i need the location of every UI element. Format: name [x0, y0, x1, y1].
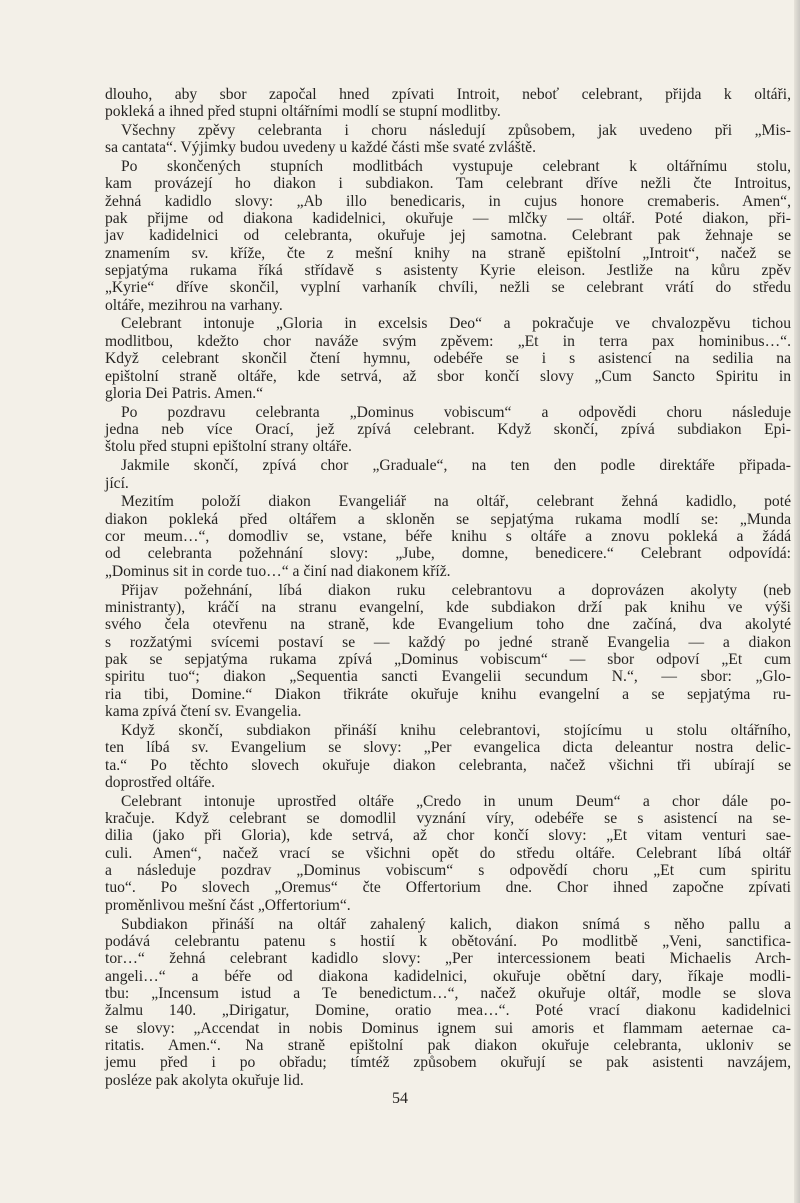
- text-line: posléze pak akolyta okuřuje lid.: [105, 1071, 304, 1089]
- paragraph: [105, 722, 791, 791]
- text-line: ministranty), kráčí na stranu evangelní, kde subdiakon drží pak knihu ve výši: [105, 598, 791, 616]
- text-line: tor…“ žehná celebrant kadidlo slovy: „Per intercessionem beati Michaelis Arch-: [105, 950, 791, 968]
- text-line: ten líbá sv. Evangelium se slovy: „Per evangelica dicta deleantur nostra delic-: [105, 739, 791, 757]
- text-line: „Dominus sit in corde tuo…“ a činí nad diakonem kříž.: [105, 562, 451, 580]
- text-line: cor meum…“, domodliv se, vstane, béře knihu s oltáře a znovu pokleká a žádá: [105, 528, 791, 546]
- text-line: Všechny zpěvy celebranta i choru následují způsobem, jak uvedeno při „Mis-: [121, 121, 791, 139]
- text-line: „Kyrie“ dříve skončil, vyplní varhaník chvíli, nežli se celebrant vrátí do středu: [105, 279, 791, 297]
- paragraph: [105, 493, 791, 580]
- text-line: pak přijme od diakona kadidelnici, okuřuje — mlčky — oltář. Poté diakon, při-: [105, 209, 791, 227]
- text-line: dilia (jako při Gloria), kde setrvá, až chor končí slovy: „Et vitam venturi sae-: [105, 827, 791, 845]
- text-line: culi. Amen“, načež vrací se všichni opět do středu oltáře. Celebrant líbá oltář: [105, 844, 791, 862]
- text-line: ta.“ Po těchto slovech okuřuje diakon celebranta, načež všichni tři ubírají se: [105, 756, 791, 774]
- text-line: jemu před i po obřadu; tímtéž způsobem okuřují se pak asistenti navzájem,: [105, 1054, 791, 1072]
- text-line: Mezitím položí diakon Evangeliář na oltář, celebrant žehná kadidlo, poté: [121, 493, 791, 511]
- text-line: žehná kadidlo slovy: „Ab illo benedicaris, in cujus honore cremaberis. Amen“,: [105, 192, 791, 210]
- text-line: svého čela otevřenu na straně, kde Evangelium toho dne začíná, dva akolyté: [105, 616, 791, 634]
- text-line: pak se sepjatýma rukama zpívá „Dominus vobiscum“ — sbor odpoví „Et cum: [105, 651, 791, 668]
- paragraph: [105, 315, 791, 402]
- text-line: kama zpívá čtení sv. Evangelia.: [105, 703, 302, 721]
- text-line: angeli…“ a béře od diakona kadidelnici, okuřuje obětní dary, říkaje modli-: [105, 967, 791, 985]
- text-line: Subdiakon přináší na oltář zahalený kalich, diakon snímá s něho pallu a: [121, 915, 791, 933]
- text-line: Po skončených stupních modlitbách vystupuje celebrant k oltářnímu stolu,: [121, 157, 791, 175]
- paragraph: [105, 122, 791, 157]
- paragraph: [105, 86, 791, 121]
- text-line: spiritu tuo“; diakon „Sequentia sancti Evangelii secundum N.“, — sbor: „Glo-: [105, 668, 791, 686]
- text-line: Když skončí, subdiakon přináší knihu celebrantovi, stojícímu u stolu oltářního,: [121, 721, 791, 739]
- body-text: [105, 84, 791, 1089]
- text-line: Když celebrant skončil čtení hymnu, odebéře se i s asistencí na sedilia na: [105, 350, 791, 368]
- text-line: se slovy: „Accendat in nobis Dominus ignem sui amoris et flammam aeternae ca-: [105, 1019, 791, 1037]
- page-number: 54: [392, 1090, 408, 1107]
- paragraph: [105, 457, 791, 492]
- text-line: a následuje pozdrav „Dominus vobiscum“ s odpovědí choru „Et cum spiritu: [105, 862, 791, 880]
- paragraph: [105, 916, 791, 1089]
- text-line: dlouho, aby sbor započal hned zpívati Introit, neboť celebrant, přijda k oltáři,: [105, 85, 791, 103]
- text-line: sa cantata“. Výjimky budou uvedeny u každé části mše svaté zvláště.: [105, 139, 536, 157]
- text-line: tuo“. Po slovech „Oremus“ čte Offertorium dne. Chor ihned započne zpívati: [105, 879, 791, 897]
- text-line: Celebrant intonuje uprostřed oltáře „Credo in unum Deum“ a chor dále po-: [121, 792, 791, 810]
- text-line: diakon pokleká před oltářem a skloněn se sepjatýma rukama modlí se: „Munda: [105, 510, 791, 528]
- text-line: Celebrant intonuje „Gloria in excelsis Deo“ a pokračuje ve chvalozpěvu tichou: [121, 315, 791, 333]
- text-line: epištolní straně oltáře, kde setrvá, až sbor končí slovy „Cum Sancto Spiritu in: [105, 367, 791, 385]
- text-line: sepjatýma rukama říká střídavě s asistenty Kyrie eleison. Jestliže na kůru zpěv: [105, 261, 791, 279]
- text-line: modlitbou, kdežto chor naváže svým zpěvem: „Et in terra pax hominibus…“.: [105, 332, 791, 350]
- text-line: jící.: [105, 474, 129, 492]
- text-line: štolu před stupni epištolní strany oltáře.: [105, 438, 352, 456]
- paragraph: [105, 793, 791, 914]
- paragraph: [105, 158, 791, 314]
- text-line: žalmu 140. „Dirigatur, Domine, oratio mea…“. Poté vrací diakonu kadidelnici: [105, 1002, 791, 1020]
- text-line: jav kadidelnici od celebranta, okuřuje jej samotna. Celebrant pak žehnaje se: [105, 227, 791, 245]
- page-edge: [794, 0, 800, 1203]
- text-line: kam provázejí ho diakon i subdiakon. Tam celebrant dříve nežli čte Introitus,: [105, 175, 791, 193]
- text-line: ritatis. Amen.“. Na straně epištolní pak diakon okuřuje celebranta, ukloniv se: [105, 1037, 791, 1055]
- text-line: Přijav požehnání, líbá diakon ruku celebrantovu a doprovázen akolyty (neb: [121, 581, 791, 599]
- text-line: proměnlivou mešní část „Offertorium“.: [105, 896, 351, 914]
- text-line: oltáře, mezihrou na varhany.: [105, 296, 283, 314]
- text-line: Po pozdravu celebranta „Dominus vobiscum“ a odpovědi choru následuje: [121, 403, 791, 421]
- text-line: pokleká a ihned před stupni oltářními modlí se stupní modlitby.: [105, 102, 501, 120]
- text-line: Jakmile skončí, zpívá chor „Graduale“, na ten den podle direktáře připada-: [121, 457, 791, 475]
- text-line: znamením sv. kříže, čte z mešní knihy na straně epištolní „Introit“, načež se: [105, 244, 791, 262]
- text-line: jedna neb více Orací, jež zpívá celebrant. Když skončí, zpívá subdiakon Epi-: [105, 421, 791, 439]
- text-line: gloria Dei Patris. Amen.“: [105, 384, 264, 402]
- paragraph: [105, 404, 791, 456]
- text-line: kračuje. Když celebrant se domodlil vyznání víry, odebéře se s asistencí na se-: [105, 810, 791, 828]
- text-line: ria tibi, Domine.“ Diakon třikráte okuřuje knihu evangelní a se sepjatýma ru-: [105, 685, 791, 703]
- text-line: tbu: „Incensum istud a Te benedictum…“, načež okuřuje oltář, modle se slova: [105, 985, 791, 1003]
- text-line: od celebranta požehnání slovy: „Jube, domne, benedicere.“ Celebrant odpovídá:: [105, 545, 791, 563]
- paragraph: [105, 582, 791, 721]
- text-line: podává celebrantu patenu s hostií k obětování. Po modlitbě „Veni, sanctifica-: [105, 933, 791, 950]
- text-line: s rozžatými svícemi postaví se — každý po jedné straně Evangelia — a diakon: [105, 633, 791, 651]
- text-line: doprostřed oltáře.: [105, 773, 215, 791]
